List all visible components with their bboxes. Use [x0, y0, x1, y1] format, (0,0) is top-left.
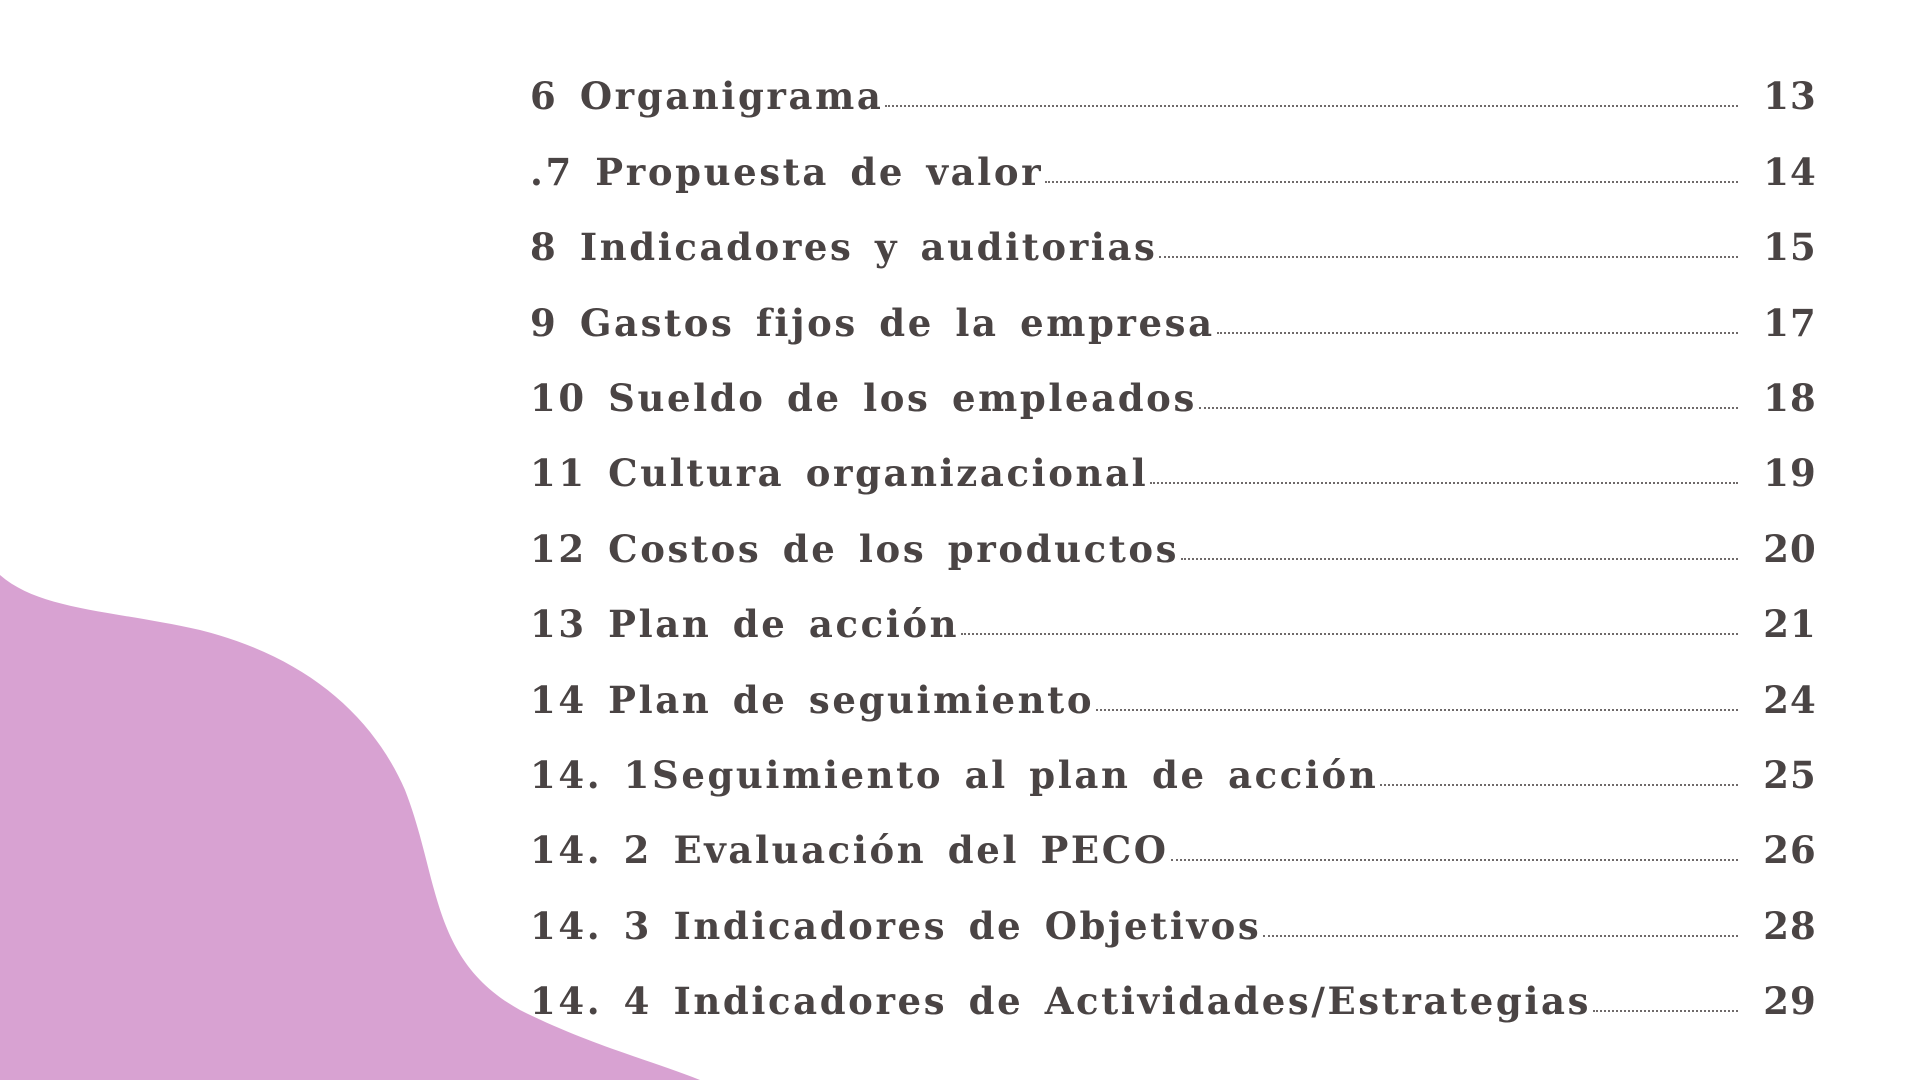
toc-dot-leader	[1171, 859, 1738, 861]
toc-entry[interactable]	[530, 284, 1830, 359]
toc-dot-leader	[1096, 709, 1738, 711]
toc-entry-page: 20	[1763, 526, 1817, 571]
toc-entry-page: 25	[1763, 752, 1817, 797]
table-of-contents	[530, 58, 1830, 1038]
toc-entry[interactable]	[530, 133, 1830, 208]
toc-entry-page: 15	[1763, 225, 1817, 270]
toc-entry-title: 9 Gastos fijos de la empresa	[530, 300, 1215, 345]
toc-entry-title: 8 Indicadores y auditorias	[530, 225, 1158, 270]
toc-entry[interactable]	[530, 887, 1830, 962]
toc-entry[interactable]	[530, 661, 1830, 736]
toc-entry[interactable]	[530, 209, 1830, 284]
toc-dot-leader	[885, 105, 1738, 107]
toc-entry-page: 28	[1763, 903, 1817, 948]
toc-entry-title: 14. 2 Evaluación del PECO	[530, 828, 1169, 873]
toc-entry-page: 26	[1763, 828, 1817, 873]
toc-dot-leader	[961, 633, 1738, 635]
toc-entry-page: 14	[1763, 149, 1817, 194]
toc-entry[interactable]	[530, 510, 1830, 585]
toc-entry-title: 10 Sueldo de los empleados	[530, 375, 1197, 420]
toc-entry-page: 18	[1763, 375, 1817, 420]
toc-entry-page: 13	[1763, 74, 1817, 119]
toc-entry-page: 24	[1763, 677, 1817, 722]
toc-entry-title: 12 Costos de los productos	[530, 526, 1180, 571]
toc-dot-leader	[1045, 181, 1738, 183]
toc-dot-leader	[1593, 1010, 1738, 1012]
toc-dot-leader	[1159, 256, 1738, 258]
toc-entry[interactable]	[530, 435, 1830, 510]
toc-entry-title: .7 Propuesta de valor	[530, 149, 1044, 194]
toc-entry[interactable]	[530, 963, 1830, 1038]
toc-dot-leader	[1380, 784, 1738, 786]
toc-entry[interactable]	[530, 58, 1830, 133]
toc-entry-page: 19	[1763, 451, 1817, 496]
toc-entry-title: 14. 4 Indicadores de Actividades/Estrategias	[530, 979, 1591, 1024]
toc-dot-leader	[1263, 935, 1738, 937]
toc-entry[interactable]	[530, 812, 1830, 887]
toc-entry-title: 14. 3 Indicadores de Objetivos	[530, 903, 1262, 948]
toc-entry-title: 14. 1Seguimiento al plan de acción	[530, 752, 1379, 797]
toc-entry[interactable]	[530, 737, 1830, 812]
toc-entry-title: 13 Plan de acción	[530, 602, 960, 647]
toc-entry-page: 29	[1763, 979, 1817, 1024]
toc-entry-title: 6 Organigrama	[530, 74, 884, 119]
toc-entry[interactable]	[530, 360, 1830, 435]
toc-entry-title: 11 Cultura organizacional	[530, 451, 1149, 496]
toc-dot-leader	[1150, 482, 1738, 484]
toc-entry[interactable]	[530, 586, 1830, 661]
toc-dot-leader	[1217, 332, 1738, 334]
toc-dot-leader	[1199, 407, 1738, 409]
toc-entry-title: 14 Plan de seguimiento	[530, 677, 1095, 722]
toc-entry-page: 21	[1763, 602, 1817, 647]
toc-entry-page: 17	[1763, 300, 1817, 345]
toc-dot-leader	[1181, 558, 1738, 560]
